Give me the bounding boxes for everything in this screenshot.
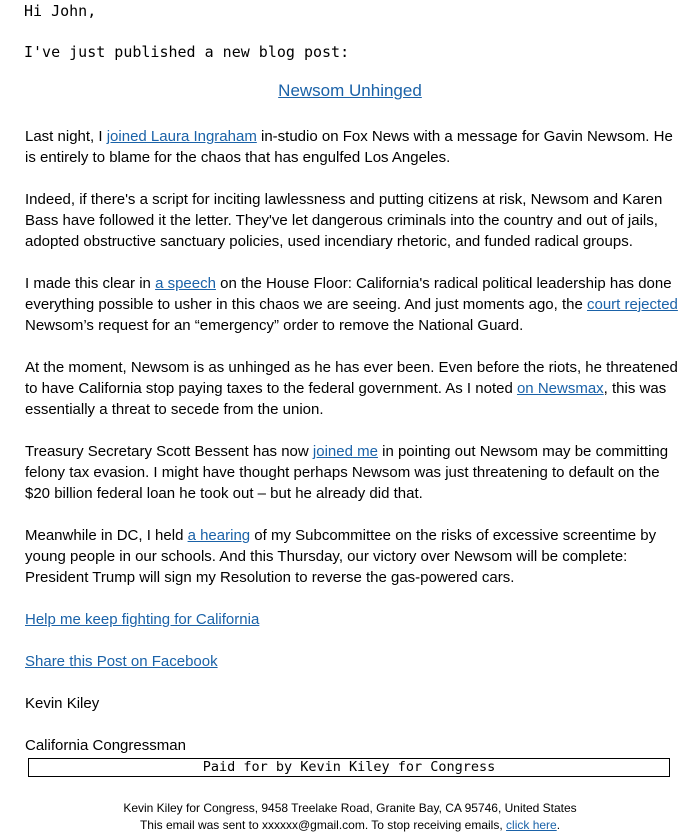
signature-role: California Congressman: [25, 737, 186, 754]
hearing-link[interactable]: a hearing: [187, 527, 251, 544]
intro-text: I've just published a new blog post:: [24, 43, 350, 61]
help-fighting-link[interactable]: Help me keep fighting for California: [25, 611, 260, 628]
footer-sent-to: This email was sent to xxxxxx@gmail.com. To stop receiving emails,: [139, 818, 507, 832]
paragraph-5: [25, 441, 685, 504]
p5-after: in pointing out Newsom may be committing felony tax evasion. I might have thought perhaps Newsom was just threatening to default on the $20 billion federal loan he took out – but he already did that.: [25, 443, 669, 502]
footer-address: Kevin Kiley for Congress, 9458 Treelake Road, Granite Bay, CA 95746, United States: [123, 801, 577, 815]
p1-before: Last night, I: [25, 128, 107, 145]
post-title-container: [0, 80, 700, 101]
newsmax-link[interactable]: on Newsmax: [516, 380, 604, 397]
greeting: Hi John,: [24, 2, 97, 20]
footer-period: .: [556, 818, 561, 832]
p6-after: of my Subcommittee on the risks of excessive screentime by young people in our schools. And this Thursday, our victory over Newsom will be complete: President Trump will sign my Resolution to reverse the gas-powered cars.: [25, 527, 657, 586]
p3-after: Newsom’s request for an “emergency” order to remove the National Guard.: [25, 317, 524, 334]
signature-name: Kevin Kiley: [25, 695, 100, 712]
paragraph-1: [25, 126, 685, 168]
p3-before: I made this clear in: [25, 275, 156, 292]
unsubscribe-link[interactable]: click here: [506, 818, 557, 832]
share-facebook-link[interactable]: Share this Post on Facebook: [25, 653, 218, 670]
share-link-paragraph: [25, 651, 685, 672]
email-footer: [0, 800, 700, 834]
p3-middle: on the House Floor: California's radical political leadership has done everything possible to usher in this chaos we are seeing. And just moments ago, the: [25, 275, 672, 313]
p4-before: At the moment, Newsom is as unhinged as he has ever been. Even before the riots, he threatened to have California stop paying taxes to the federal government. As I noted: [25, 359, 678, 397]
p6-before: Meanwhile in DC, I held: [25, 527, 188, 544]
joined-me-link[interactable]: joined me: [312, 443, 378, 460]
footer-unsubscribe-line: [0, 817, 700, 834]
help-link-paragraph: [25, 609, 685, 630]
p1-after: in-studio on Fox News with a message for Gavin Newsom. He is entirely to blame for the chaos that has engulfed Los Angeles.: [25, 128, 673, 166]
paragraph-2: Indeed, if there's a script for inciting lawlessness and putting citizens at risk, Newsom and Karen Bass have followed it the letter. They've let dangerous criminals into the country and out of jails, adopted obstructive sanctuary policies, used incendiary rhetoric, and funded radical groups.: [25, 191, 663, 250]
paragraph-3: [25, 273, 685, 336]
speech-link[interactable]: a speech: [155, 275, 216, 292]
p5-before: Treasury Secretary Scott Bessent has now: [25, 443, 313, 460]
joined-laura-ingraham-link[interactable]: joined Laura Ingraham: [106, 128, 257, 145]
court-rejected-link[interactable]: court rejected: [587, 296, 678, 313]
paid-for-disclaimer: Paid for by Kevin Kiley for Congress: [28, 758, 670, 777]
p4-after: , this was essentially a threat to secede from the union.: [25, 380, 667, 418]
paragraph-4: [25, 357, 685, 420]
post-title-link[interactable]: Newsom Unhinged: [278, 81, 422, 100]
email-body: [25, 126, 685, 777]
paragraph-6: [25, 525, 685, 588]
